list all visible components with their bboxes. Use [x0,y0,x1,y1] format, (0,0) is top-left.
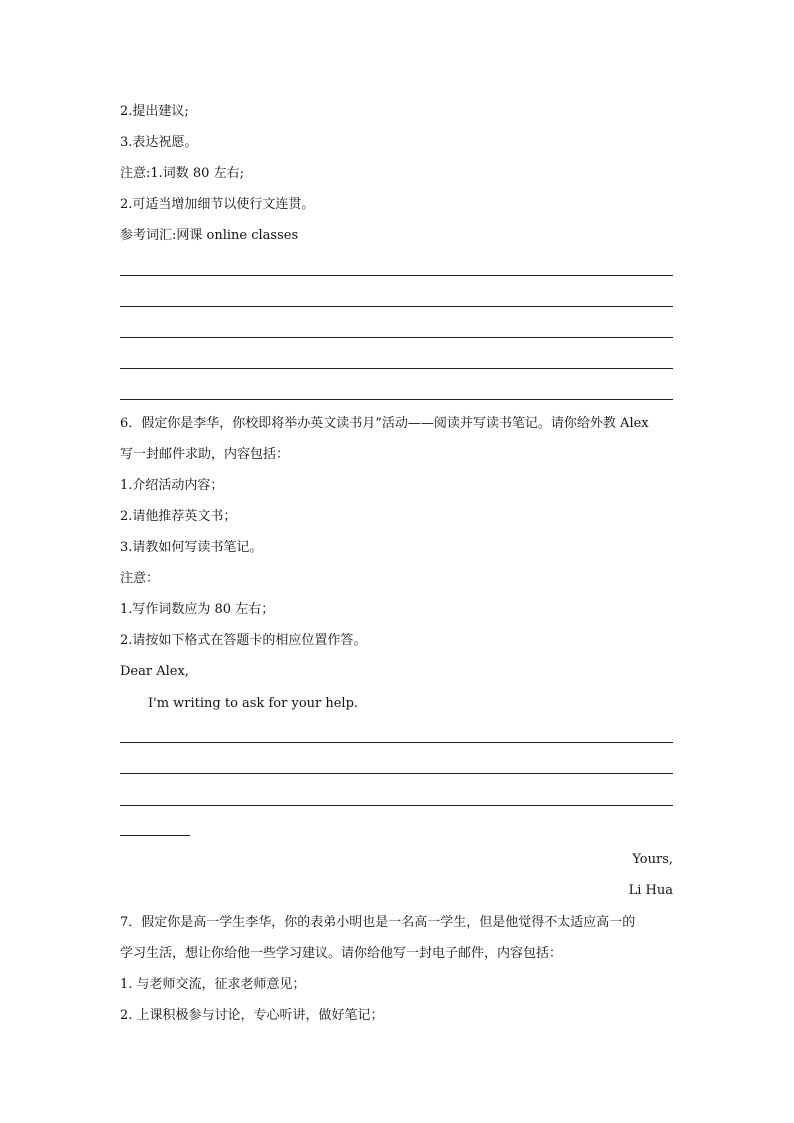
q6-note-2: 2.请按如下格式在答题卡的相应位置作答。 [120,633,367,648]
answer-line [120,306,673,307]
q6-prompt-line2: 写一封邮件求助，内容包括： [120,447,290,462]
q6-item-2: 2.请他推荐英文书； [120,509,237,524]
q6-opening: I'm writing to ask for your help. [148,696,359,711]
q6-closing: Yours, [632,852,673,867]
top-item-2: 2.提出建议; [120,104,189,119]
q7-prompt-line1: 7．假定你是高一学生李华，你的表弟小明也是一名高一学生，但是他觉得不太适应高一的 [120,915,636,930]
q7-prompt-line2: 学习生活，想让你给他一些学习建议。请你给他写一封电子邮件，内容包括： [120,946,563,961]
answer-line [120,773,673,774]
q6-note-label: 注意： [120,571,160,586]
answer-line [120,337,673,338]
answer-line [120,805,673,806]
q7-item-1: 1. 与老师交流，征求老师意见； [120,977,306,992]
q6-item-1: 1.介绍活动内容； [120,478,224,493]
answer-line-short [120,835,190,836]
top-note-2: 2.可适当增加细节以使行文连贯。 [120,197,315,212]
answer-line [120,368,673,369]
q6-greeting: Dear Alex, [120,664,189,679]
answer-line [120,275,673,276]
q7-item-2: 2. 上课积极参与讨论，专心听讲，做好笔记； [120,1008,384,1023]
answer-line [120,399,673,400]
q6-prompt-line1: 6．假定你是李华，你校即将举办英文读书月”活动——阅读并写读书笔记。请你给外教 Alex [120,416,649,431]
answer-line [120,742,673,743]
top-vocab: 参考词汇:网课 online classes [120,228,299,243]
top-note-1: 注意:1.词数 80 左右; [120,166,244,181]
q6-item-3: 3.请教如何写读书笔记。 [120,540,263,555]
q6-signature: Li Hua [628,883,673,898]
top-item-3: 3.表达祝愿。 [120,135,198,150]
q6-note-1: 1.写作词数应为 80 左右； [120,602,275,617]
